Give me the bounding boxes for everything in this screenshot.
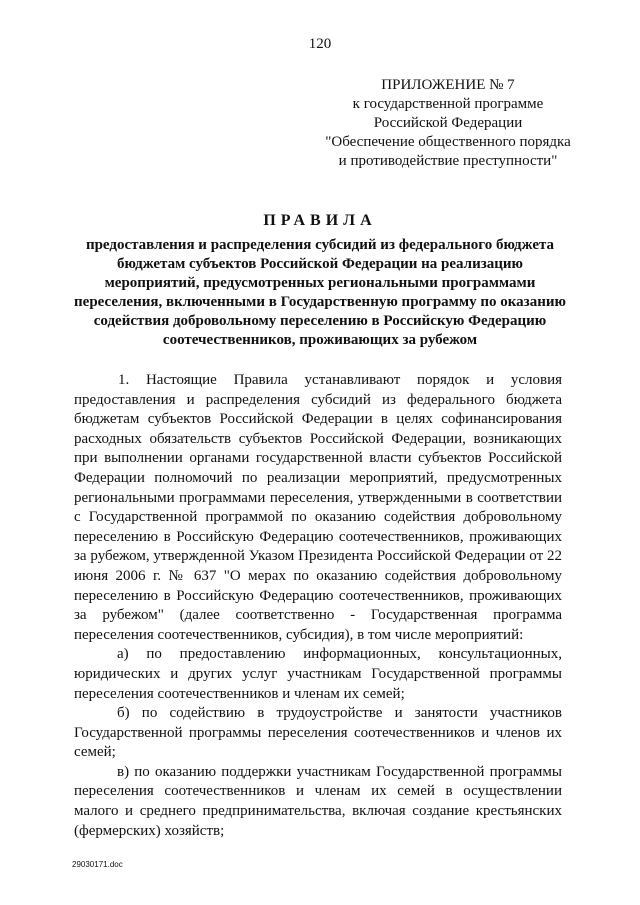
paragraph-1: 1. Настоящие Правила устанавливают порядок и условия предоставления и распределения субсидий из федерального бюджета бюджетам субъектов Российской Федерации в целях софинансирования расходных обязательств субъектов Российской Федерации, возникающих при выполнении органами государственной власти субъектов Российской Федерации полномочий по реализации мероприятий, предусмотренных региональными программами переселения, утвержденными в соответствии с Государственной программой по оказанию содействия добровольному переселению в Российскую Федерацию соотечественников, проживающих за рубежом, утвержденной Указом Президента Российской Федерации от 22 июня 2006 г. № 637 "О мерах по оказанию содействия добровольному переселению в Российскую Федерацию соотечественников, проживающих за рубежом" (далее соответственно - Государственная программа переселения соотечественников, субсидия), в том числе мероприятий: [74,372,562,643]
appendix-line: Российской Федерации [373,115,523,131]
document-title: ПРАВИЛА [263,212,377,229]
appendix-line: к государственной программе [352,96,544,112]
document-body [74,371,562,841]
appendix-header [318,76,578,171]
footer-doc-code: 29030171.doc [72,860,123,869]
paragraph-item-a: а) по предоставлению информационных, консультационных, юридических и других услуг участникам Государственной программы переселения соотечественников и членам их семей; [74,646,562,702]
appendix-line: ПРИЛОЖЕНИЕ № 7 [381,77,515,93]
appendix-line: и противодействие преступности" [338,153,558,169]
appendix-line: "Обеспечение общественного порядка [325,134,571,150]
paragraph-item-b: б) по содействию в трудоустройстве и занятости участников Государственной программы переселения соотечественников и членов их семей; [74,705,562,761]
page-number: 120 [308,36,332,52]
document-subtitle: предоставления и распределения субсидий из федерального бюджета бюджетам субъектов Российской Федерации на реализацию мероприятий, предусмотренных региональными программами переселения, включенными в Государственную программу по оказанию содействия добровольному переселению в Российскую Федерацию соотечественников, проживающих за рубежом [74,237,566,348]
paragraph-item-v: в) по оказанию поддержки участникам Государственной программы переселения соотечественников и членам их семей в осуществлении малого и среднего предпринимательства, включая создание крестьянских (фермерских) хозяйств; [74,763,562,839]
